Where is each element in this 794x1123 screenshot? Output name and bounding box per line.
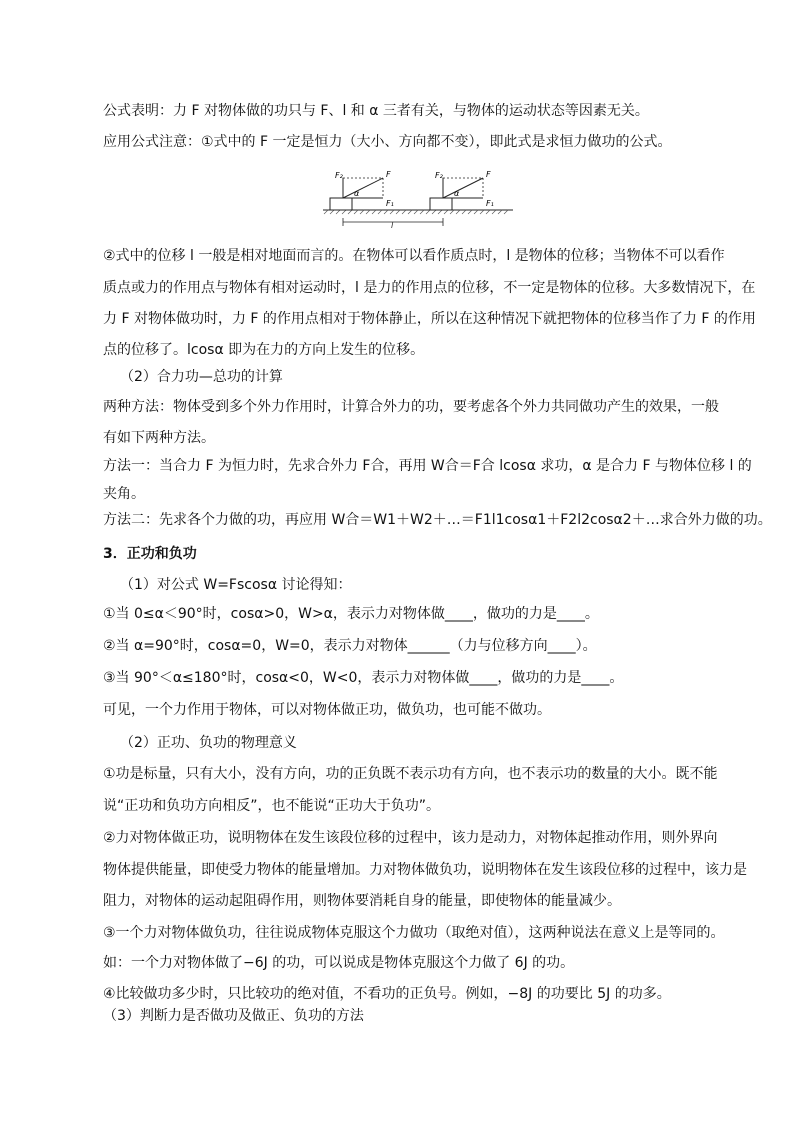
text-line: ②力对物体做正功，说明物体在发生该段位移的过程中，该力是动力，对物体起推动作用，则外界向 [103,830,718,846]
text-line: ①功是标量，只有大小，没有方向，功的正负既不表示功有方向，也不表示功的数量的大小。既不能 [103,766,718,782]
label-displacement: l [391,221,394,230]
text-line: ③一个力对物体做负功，往往说成物体克服这个力做功（取绝对值），这两种说法在意义上是等同的。 [103,925,725,941]
text-line: ②式中的位移 l 一般是相对地面而言的。在物体可以看作质点时，l 是物体的位移；当物体不可以看作 [103,248,725,264]
section-heading: 3．正功和负功 [103,546,197,562]
text-line: ③当 90°＜α≤180°时，cosα<0，W<0，表示力对物体做____，做功的力是____。 [103,670,624,686]
label-F-right: F [486,170,491,179]
subheading: （3）判断力是否做功及做正、负功的方法 [103,1008,364,1024]
text-line: ②当 α=90°时，cosα=0，W=0，表示力对物体______（力与位移方向____）。 [103,638,597,654]
subheading: （2）合力功—总功的计算 [120,369,283,385]
text-line: 夹角。 [103,486,145,502]
force-displacement-figure [318,166,518,236]
text-line: ④比较做功多少时，只比较功的绝对值，不看功的正负号。例如，−8J 的功要比 5J 的功多。 [103,986,671,1002]
text-line: ①当 0≤α＜90°时，cosα>0，W>α，表示力对物体做____，做功的力是____。 [103,606,599,622]
label-F2-left: F₂ [335,171,343,180]
text-line: 物体提供能量，即使受力物体的能量增加。力对物体做负功，说明物体在发生该段位移的过程中，该力是 [103,862,747,878]
label-F-left: F [386,170,391,179]
label-alpha-left: α [354,189,360,198]
text-line: 点的位移了。lcosα 即为在力的方向上发生的位移。 [103,342,425,358]
label-F1-left: F₁ [386,199,394,208]
text-line: 应用公式注意：①式中的 F 一定是恒力（大小、方向都不变），即此式是求恒力做功的公式。 [103,134,672,150]
text-line: 可见，一个力作用于物体，可以对物体做正功，做负功，也可能不做功。 [103,702,551,718]
text-line: 说“正功和负功方向相反”，也不能说“正功大于负功”。 [103,798,441,814]
text-line: 公式表明：力 F 对物体做的功只与 F、l 和 α 三者有关，与物体的运动状态等因素无关。 [103,103,649,119]
text-line: 力 F 对物体做功时，力 F 的作用点相对于物体静止，所以在这种情况下就把物体的位移当作了力 F 的作用 [103,311,756,327]
text-line: 阻力，对物体的运动起阻碍作用，则物体要消耗自身的能量，即使物体的能量减少。 [103,893,621,909]
text-line: 方法一：当合力 F 为恒力时，先求合外力 F合，再用 W合＝F合 lcosα 求功，α 是合力 F 与物体位移 l 的 [103,458,752,474]
text-line: 有如下两种方法。 [103,430,215,446]
text-line: 两种方法：物体受到多个外力作用时，计算合外力的功，要考虑各个外力共同做功产生的效果，一般 [103,399,719,415]
subheading: （1）对公式 W=Fscosα 讨论得知： [120,577,352,593]
text-line: 如：一个力对物体做了−6J 的功，可以说成是物体克服这个力做了 6J 的功。 [103,955,575,971]
subheading: （2）正功、负功的物理意义 [120,735,297,751]
label-F2-right: F₂ [435,171,443,180]
text-line: 质点或力的作用点与物体有相对运动时，l 是力的作用点的位移，不一定是物体的位移。大多数情况下，在 [103,280,756,296]
text-line: 方法二：先求各个力做的功，再应用 W合＝W1＋W2＋…＝F1l1cosα1＋F2l2cosα2＋…求合外力做的功。 [103,512,772,528]
label-alpha-right: α [454,189,460,198]
label-F1-right: F₁ [486,199,494,208]
